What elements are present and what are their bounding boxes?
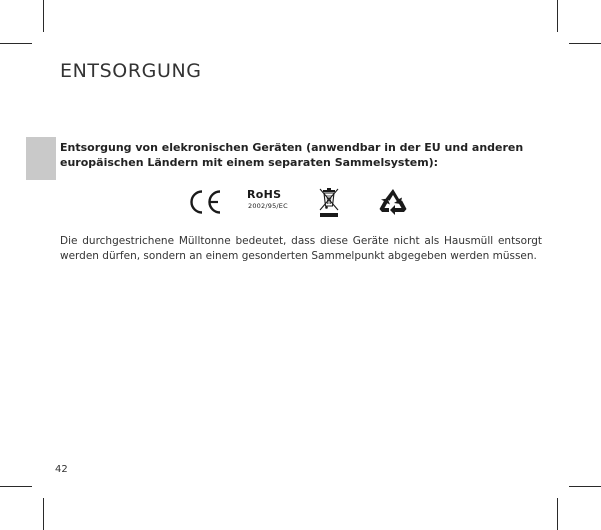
crop-mark-top-left-vertical [43,0,44,32]
page-title: ENTSORGUNG [60,60,202,82]
crop-mark-bottom-right-vertical [557,498,558,530]
crossed-out-wheelie-bin-icon [317,186,341,218]
crop-mark-bottom-right-horizontal [569,486,601,487]
section-marker [26,137,56,180]
crop-mark-top-right-vertical [557,0,558,32]
rohs-directive: 2002/95/EC [248,202,288,210]
crop-mark-bottom-left-vertical [43,498,44,530]
rohs-label: RoHS [247,188,282,201]
section-body: Die durchgestrichene Mülltonne bedeutet, dass diese Geräte nicht als Hausmüll entsorgt werden dürfen, sondern an einem gesonderten Sammelpunkt abgegeben werden müssen. [60,235,542,262]
crop-mark-bottom-left-horizontal [0,486,32,487]
page-number: 42 [55,464,68,475]
crop-mark-top-right-horizontal [569,43,601,44]
ce-mark-icon [187,189,223,215]
crop-mark-top-left-horizontal [0,43,32,44]
section-heading: Entsorgung von elekronischen Geräten (anwendbar in der EU und anderen europäischen Ländern mit einem separaten Sammelsystem): [60,141,524,169]
recycling-icon [377,187,409,217]
certification-icons [187,186,412,218]
